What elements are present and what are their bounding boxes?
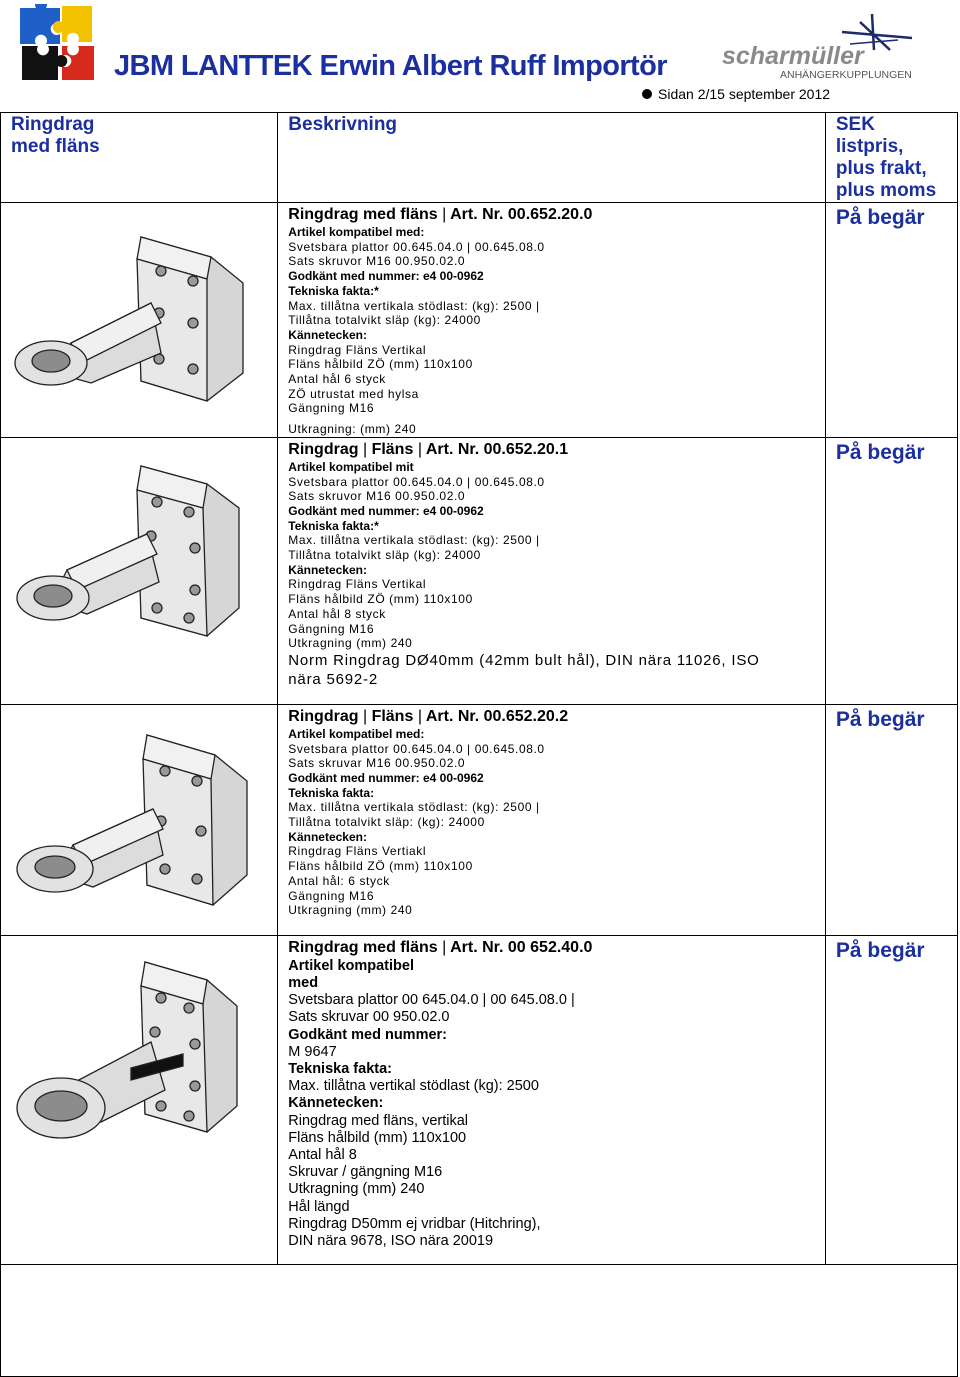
spec-line: Gängning M16 [288, 888, 375, 903]
spec-line: Utkragning (mm) 240 [288, 903, 413, 918]
spec-line: Ringdrag Fläns Vertikal [288, 577, 427, 592]
title-name: Ringdrag med fläns [288, 206, 438, 223]
title-name: Ringdrag [288, 440, 359, 458]
empty-cell [1, 1264, 958, 1376]
spec-line: Tekniska fakta:* [288, 283, 379, 298]
spec-line: Fläns hålbild ZÖ (mm) 110x100 [288, 357, 473, 372]
spec-line: Tillåtna totalvikt släp (kg): 24000 [288, 313, 481, 328]
spec-line: Svetsbara plattor 00 645.04.0 | 00 645.08.0 | [288, 992, 575, 1009]
spec-line: Fläns hålbild (mm) 110x100 [288, 1129, 467, 1146]
product-image-cell [1, 704, 278, 935]
table-row [1, 203, 958, 438]
description-cell [278, 704, 826, 935]
product-image-cell [1, 203, 278, 438]
spec-line: med [288, 975, 319, 992]
spec-line: Utkragning (mm) 240 [288, 1181, 425, 1198]
towing-eye-flange-illustration [11, 458, 271, 658]
header-price-line4: plus moms [835, 180, 937, 201]
page-header [0, 0, 960, 112]
title-article-number: Art. Nr. 00.652.20.1 [425, 440, 569, 458]
spec-line: Skruvar / gängning M16 [288, 1164, 443, 1181]
spec-line: Sats skruvor M16 00.950.02.0 [288, 489, 466, 504]
title-separator: | [417, 707, 422, 725]
page-info [642, 86, 830, 102]
spec-line: Kännetecken: [288, 1095, 384, 1112]
spec-line: Kännetecken: [288, 829, 367, 844]
header-cell-description [278, 113, 826, 203]
product-title [288, 440, 825, 460]
spec-line: Svetsbara plattor 00.645.04.0 | 00.645.08.0 [288, 741, 545, 756]
spec-line: Fläns hålbild ZÖ (mm) 110x100 [288, 859, 473, 874]
spec-line: Max. tillåtna vertikala stödlast: (kg): 2500 | [288, 533, 540, 548]
title-separator: | [362, 707, 368, 725]
table-header-row [1, 113, 958, 203]
spec-line: Fläns hålbild ZÖ (mm) 110x100 [288, 592, 473, 607]
spec-line: Kännetecken: [288, 327, 367, 342]
spec-line: Artikel kompatibel med: [288, 225, 425, 239]
spec-line: Godkänt med nummer: e4 00-0962 [288, 269, 484, 284]
header-product-line2: med fläns [11, 136, 100, 157]
spec-line: Tillåtna totalvikt släp: (kg): 24000 [288, 815, 485, 830]
spec-line: Max. tillåtna vertikal stödlast (kg): 2500 [288, 1078, 539, 1095]
spec-line: Svetsbara plattor 00.645.04.0 | 00.645.08.0 [288, 239, 545, 254]
header-cell-product [1, 113, 278, 203]
spec-line: Utkragning: (mm) 240 [288, 422, 417, 437]
header-price-line1: SEK [835, 114, 875, 135]
norm-note-line2: nära 5692-2 [288, 670, 378, 688]
spec-line: Tillåtna totalvikt släp (kg): 24000 [288, 548, 481, 563]
spec-line: Utkragning (mm) 240 [288, 636, 413, 651]
title-separator: | [417, 440, 422, 458]
product-image-cell [1, 437, 278, 704]
empty-row [1, 1264, 958, 1376]
title-name: Ringdrag med fläns [288, 938, 438, 956]
product-image-cell [1, 935, 278, 1264]
title-separator: | [442, 938, 447, 956]
table-row [1, 437, 958, 704]
spec-line: Ringdrag Fläns Vertiakl [288, 844, 427, 859]
price-cell: På begär [825, 935, 957, 1264]
spec-line: Antal hål: 6 styck [288, 873, 390, 888]
title-separator: | [442, 206, 447, 223]
towing-eye-flange-illustration [11, 956, 271, 1166]
bullet-dot-icon [642, 89, 652, 99]
spec-line: Ringdrag Fläns Vertikal [288, 342, 427, 357]
spec-line: Kännetecken: [288, 562, 367, 577]
title-separator: | [362, 440, 368, 458]
header-description: Beskrivning [288, 114, 398, 135]
spec-line: Hål längd [288, 1198, 350, 1215]
spec-line: Svetsbara plattor 00.645.04.0 | 00.645.08.0 [288, 474, 545, 489]
title-article-number: Art. Nr. 00.652.20.0 [450, 206, 593, 223]
description-cell [278, 935, 826, 1264]
spec-line: Gängning M16 [288, 621, 375, 636]
spec-line: M 9647 [288, 1043, 337, 1060]
page-info-text: Sidan 2/15 september 2012 [658, 86, 831, 102]
spec-line: Artikel kompatibel mit [288, 459, 414, 474]
title-name: Ringdrag [288, 707, 359, 725]
spec-line: Ringdrag med fläns, vertikal [288, 1112, 469, 1129]
header-price-line3: plus frakt, [835, 158, 927, 179]
spec-line: Ringdrag D50mm ej vridbar (Hitchring), [288, 1215, 541, 1232]
header-price-line2: listpris, [835, 136, 904, 157]
norm-note-line1: Norm Ringdrag DØ40mm (42mm bult hål), DIN nära 11026, ISO [288, 651, 760, 669]
title-type: Fläns [371, 440, 414, 458]
spec-line: Max. tillåtna vertikala stödlast: (kg): 2500 | [288, 298, 540, 313]
price-cell: På begär [825, 437, 957, 704]
spec-line: Antal hål 8 [288, 1147, 357, 1164]
spec-line: Tekniska fakta:* [288, 518, 379, 533]
table-row [1, 935, 958, 1264]
title-type: Fläns [371, 707, 414, 725]
brand-name: scharmüller [722, 42, 864, 70]
header-product-line1: Ringdrag [11, 114, 95, 135]
spec-line: Godkänt med nummer: [288, 1026, 447, 1043]
scharmuller-logo [722, 10, 922, 82]
spec-line: Gängning M16 [288, 401, 375, 416]
product-table [0, 112, 958, 1377]
product-title [288, 707, 825, 727]
brand-subtitle: ANHÄNGERKUPPLUNGEN [780, 69, 912, 81]
spec-line: DIN nära 9678, ISO nära 20019 [288, 1233, 494, 1250]
product-title [288, 205, 825, 225]
spec-line: Antal hål 6 styck [288, 372, 386, 387]
company-name: JBM LANTTEK Erwin Albert Ruff Importör [114, 50, 667, 82]
puzzle-logo [16, 4, 100, 82]
spec-line: Artikel kompatibel [288, 957, 414, 974]
price-cell: På begär [825, 203, 957, 438]
title-article-number: Art. Nr. 00.652.20.2 [425, 707, 569, 725]
spec-line: Sats skruvor M16 00.950.02.0 [288, 254, 466, 269]
spec-line: Sats skruvar M16 00.950.02.0 [288, 756, 466, 771]
spec-line: Artikel kompatibel med: [288, 726, 425, 741]
table-row [1, 704, 958, 935]
towing-eye-flange-illustration [11, 725, 271, 925]
spec-line: Antal hål 8 styck [288, 606, 386, 621]
spec-line: Godkänt med nummer: e4 00-0962 [288, 503, 484, 518]
spec-line: Tekniska fakta: [288, 1061, 392, 1078]
title-article-number: Art. Nr. 00 652.40.0 [450, 938, 593, 956]
description-cell [278, 437, 826, 704]
product-title [288, 938, 825, 958]
spec-line: ZÖ utrustat med hylsa [288, 386, 419, 401]
description-cell [278, 203, 826, 438]
spec-line: Sats skruvar 00 950.02.0 [288, 1009, 450, 1026]
spec-line: Godkänt med nummer: e4 00-0962 [288, 770, 484, 785]
spec-line: Max. tillåtna vertikala stödlast: (kg): 2500 | [288, 800, 540, 815]
spec-line: Tekniska fakta: [288, 785, 375, 800]
towing-eye-flange-illustration [11, 223, 271, 423]
price-cell: På begär [825, 704, 957, 935]
header-cell-price [825, 113, 957, 203]
